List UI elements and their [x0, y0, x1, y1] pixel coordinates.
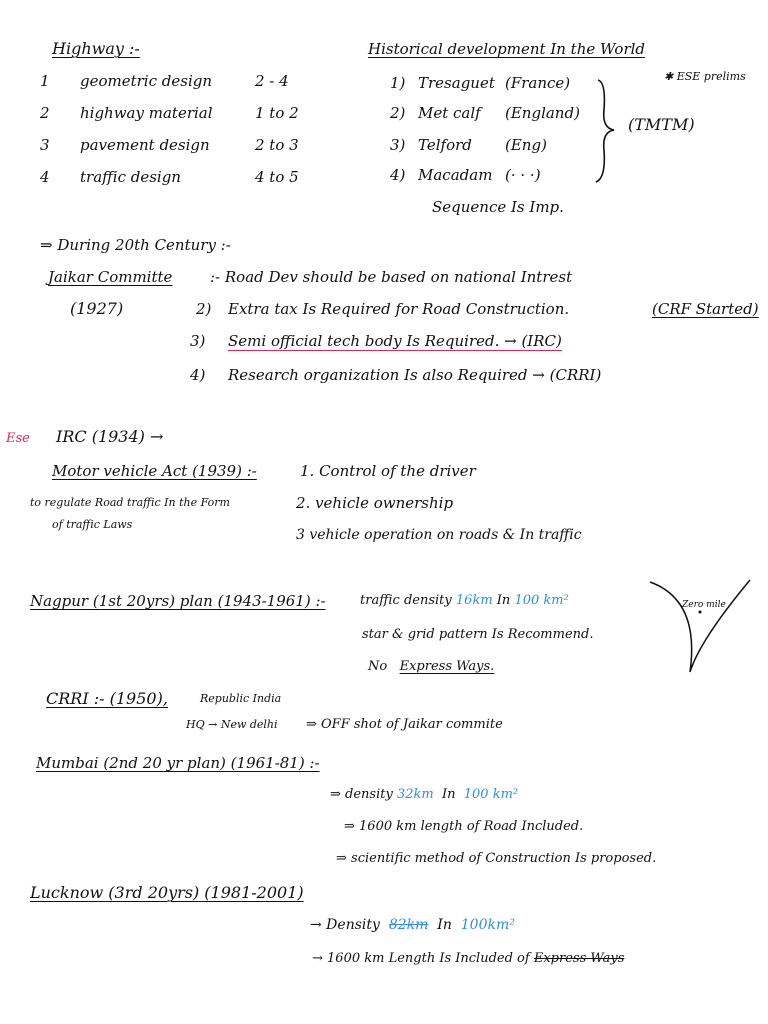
highway-item-num: 4 [40, 168, 50, 186]
jaikar-committee: Jaikar Committe [48, 268, 173, 286]
mumbai-density [330, 786, 518, 804]
act-purpose-1: to regulate Road traffic In the Form [30, 496, 230, 509]
mumbai-density-value: 32km [396, 787, 434, 802]
nagpur-line-3 [368, 658, 494, 676]
history-item-num: 1) [390, 74, 406, 92]
history-item-country: (Eng) [505, 136, 547, 154]
history-item-num: 2) [390, 104, 406, 122]
ese-prelims-note: ✱ ESE prelims [664, 70, 746, 83]
nagpur-density-text: traffic density [360, 593, 452, 608]
century-point-4: Research organization Is also Required → (CRRI) [228, 366, 602, 384]
century-point-num: 2) [196, 300, 212, 318]
mumbai-density-area: 100 km² [463, 787, 519, 802]
nagpur-line-2: star & grid pattern Is Recommend. [362, 627, 594, 642]
century-heading: ⇒ During 20th Century :- [40, 236, 231, 254]
lucknow-line-2 [312, 950, 624, 968]
committee-year: (1927) [70, 299, 124, 318]
mumbai-density-mid: In [441, 787, 456, 802]
nagpur-density [360, 592, 569, 610]
history-item-name: Macadam [418, 166, 493, 184]
history-item-name: Tresaguet [418, 74, 495, 92]
highway-item-num: 3 [40, 136, 50, 154]
lucknow-density-area: 100km² [460, 917, 515, 933]
nagpur-density-mid: In [496, 593, 511, 608]
nagpur-heading: Nagpur (1st 20yrs) plan (1943-1961) :- [30, 592, 326, 610]
zero-mile-label: Zero mile [682, 600, 726, 610]
act-point-1: 1. Control of the driver [300, 462, 476, 480]
crri-sub-2: HQ → New delhi [186, 718, 278, 731]
highway-item-label: geometric design [80, 72, 213, 90]
crri-sub-1: Republic India [200, 692, 282, 705]
crf-started-tag: (CRF Started) [652, 300, 759, 318]
mumbai-density-prefix: ⇒ density [330, 787, 393, 802]
highway-item-num: 2 [40, 104, 50, 122]
lucknow-heading: Lucknow (3rd 20yrs) (1981-2001) [30, 883, 304, 902]
act-point-2: 2. vehicle ownership [296, 494, 454, 512]
zero-mile-sketch [650, 580, 750, 672]
highway-item-value: 1 to 2 [255, 104, 299, 122]
lucknow-express-ways: Express Ways [533, 951, 625, 966]
lucknow-density-prefix: → Density [310, 917, 380, 933]
highway-item-label: traffic design [80, 168, 181, 186]
mumbai-line-3: ⇒ scientific method of Construction Is proposed. [336, 851, 657, 866]
highway-item-value: 4 to 5 [255, 168, 299, 186]
lucknow-density [310, 916, 515, 934]
history-item-name: Met calf [418, 104, 481, 122]
history-acronym: (TMTM) [628, 115, 695, 134]
history-sequence-note: Sequence Is Imp. [432, 198, 564, 216]
highway-item-value: 2 - 4 [255, 72, 289, 90]
act-purpose-2: of traffic Laws [52, 518, 133, 531]
mumbai-line-2: ⇒ 1600 km length of Road Included. [344, 819, 584, 834]
history-item-num: 3) [390, 136, 406, 154]
history-item-country: (England) [505, 104, 580, 122]
history-item-country: (· · ·) [505, 166, 541, 184]
century-point-2: Extra tax Is Required for Road Construction. [228, 300, 570, 318]
lucknow-line-2-prefix: → 1600 km Length Is Included of [312, 951, 530, 966]
irc-line: IRC (1934) → [56, 427, 164, 446]
century-point-num: 4) [190, 366, 206, 384]
nagpur-density-value: 16km [455, 593, 493, 608]
crri-heading-text: CRRI :- (1950), [46, 689, 168, 708]
act-point-3: 3 vehicle operation on roads & In traffic [296, 527, 582, 543]
ese-tag: Ese [6, 431, 30, 446]
ese-prelims-text: ESE prelims [676, 70, 746, 83]
nagpur-density-area: 100 km² [514, 593, 569, 608]
century-point-3: Semi official tech body Is Required. → (IRC) [228, 332, 562, 350]
history-title: Historical development In the World [368, 40, 646, 58]
mumbai-heading: Mumbai (2nd 20 yr plan) (1961-81) :- [36, 754, 320, 772]
highway-item-label: pavement design [80, 136, 210, 154]
motor-vehicle-act: Motor vehicle Act (1939) :- [52, 462, 257, 480]
crri-note: ⇒ OFF shot of Jaikar commite [306, 717, 503, 732]
nagpur-express-ways: Express Ways. [399, 659, 495, 674]
century-point-num: 3) [190, 332, 206, 350]
history-item-num: 4) [390, 166, 406, 184]
highway-title: Highway :- [52, 39, 140, 58]
crri-heading [46, 690, 168, 708]
lucknow-density-value: 82km [388, 917, 429, 933]
century-point-1: :- Road Dev should be based on national Intrest [210, 268, 573, 286]
history-brace [596, 80, 614, 182]
highway-item-value: 2 to 3 [255, 136, 299, 154]
history-item-name: Telford [418, 136, 472, 154]
nagpur-line-3-prefix: No [368, 659, 388, 674]
highway-item-label: highway material [80, 104, 213, 122]
lucknow-density-mid: In [437, 917, 452, 933]
highway-item-num: 1 [40, 72, 50, 90]
history-item-country: (France) [505, 74, 571, 92]
